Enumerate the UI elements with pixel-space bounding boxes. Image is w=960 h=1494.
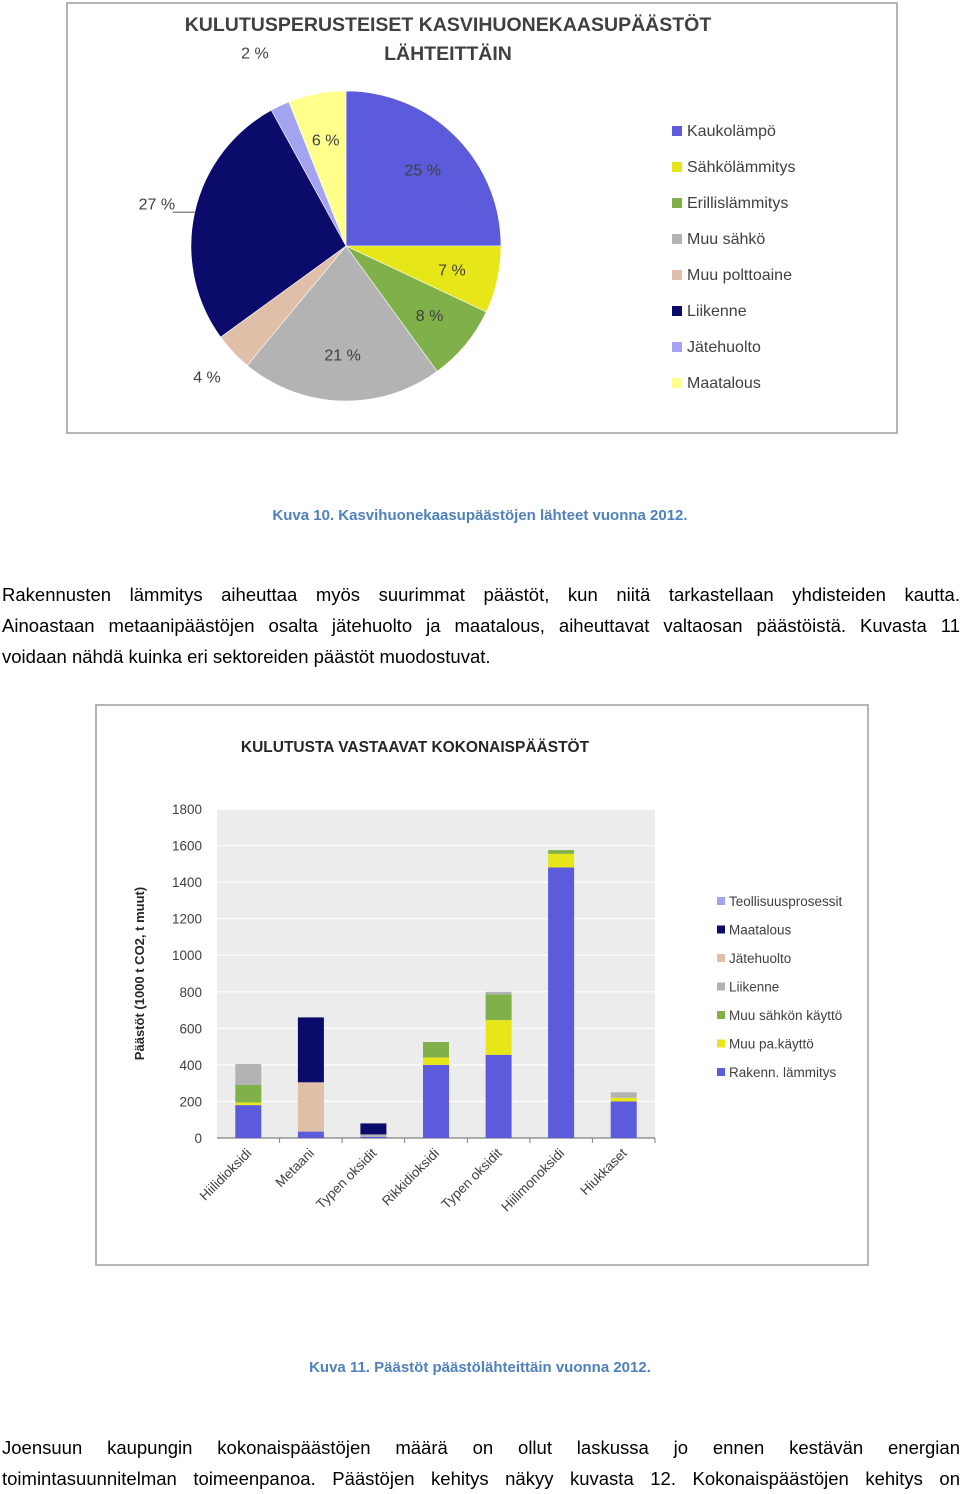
pie-legend-swatch-1 bbox=[672, 126, 682, 136]
x-tick-label-4: Rikkidioksidi bbox=[378, 1145, 443, 1209]
bar-chart bbox=[97, 706, 871, 1268]
bar-legend-swatch-4 bbox=[717, 983, 725, 991]
pie-legend-swatch-7 bbox=[672, 342, 682, 352]
bar-5-rakenn-l-mmitys bbox=[486, 1055, 512, 1138]
x-tick-label-7: Hiukkaset bbox=[577, 1145, 630, 1199]
pie-title-line-1: KULUTUSPERUSTEISET KASVIHUONEKAASUPÄÄSTÖT bbox=[184, 14, 712, 36]
pie-legend-label-3: Erillislämmitys bbox=[687, 195, 789, 212]
pie-legend-label-4: Muu sähkö bbox=[687, 231, 766, 248]
pie-slice-label-3: 8 % bbox=[415, 308, 444, 326]
pie-legend-label-1: Kaukolämpö bbox=[687, 123, 776, 140]
y-axis-label: Päästöt (1000 t CO2, t muut) bbox=[132, 886, 147, 1061]
pie-legend-swatch-2 bbox=[672, 162, 682, 172]
pie-slice-label-2: 7 % bbox=[438, 262, 466, 280]
pie-legend-label-5: Muu polttoaine bbox=[687, 267, 792, 284]
pie-chart-frame bbox=[66, 2, 898, 434]
bar-2-rakenn-l-mmitys bbox=[298, 1132, 324, 1138]
bar-6-rakenn-l-mmitys bbox=[548, 868, 574, 1139]
paragraph-1-line-2: Ainoastaan metaanipäästöjen osalta jätehuolto ja maatalous, aiheuttavat valtaosan päästöistä. Kuvasta 11 bbox=[2, 615, 960, 636]
paragraph-1-line-1: Rakennusten lämmitys aiheuttaa myös suurimmat päästöt, kun niitä tarkastellaan yhdisteiden kautta. bbox=[2, 584, 960, 605]
pie-chart bbox=[68, 4, 900, 436]
pie-legend-swatch-3 bbox=[672, 198, 682, 208]
bar-legend-label-1: Teollisuusprosessit bbox=[729, 894, 843, 909]
paragraph-2-line-2: toimintasuunnitelman toimeenpanoa. Päästöjen kehitys näkyy kuvasta 12. Kokonaispäästöjen kehitys on bbox=[2, 1468, 960, 1489]
pie-slice-label-4: 21 % bbox=[324, 347, 361, 365]
pie-slice-label-6: 27 % bbox=[138, 196, 176, 214]
y-tick-label-600: 600 bbox=[179, 1021, 202, 1037]
bar-legend-label-2: Maatalous bbox=[729, 922, 792, 938]
pie-title-line-2: LÄHTEITTÄIN bbox=[384, 43, 512, 65]
y-tick-label-0: 0 bbox=[194, 1131, 202, 1146]
bar-legend-label-5: Muu sähkön käyttö bbox=[729, 1008, 843, 1023]
bar-title: KULUTUSTA VASTAAVAT KOKONAISPÄÄSTÖT bbox=[240, 739, 590, 756]
bar-2-j-tehuolto bbox=[298, 1082, 324, 1131]
bar-legend-label-4: Liikenne bbox=[729, 979, 780, 995]
bar-legend-swatch-3 bbox=[717, 954, 725, 962]
bar-5-muu-pa-k-ytt- bbox=[486, 1020, 512, 1055]
bar-4-muu-s-hk-n-k-ytt- bbox=[423, 1042, 449, 1058]
pie-legend-label-2: Sähkölämmitys bbox=[687, 159, 796, 176]
bar-6-muu-pa-k-ytt- bbox=[548, 854, 574, 868]
paragraph-2-line-1: Joensuun kaupungin kokonaispäästöjen määrä on ollut laskussa jo ennen kestävän energian bbox=[2, 1437, 960, 1458]
bar-1-liikenne bbox=[235, 1064, 261, 1085]
bar-4-muu-pa-k-ytt- bbox=[423, 1058, 449, 1065]
bar-3-liikenne bbox=[360, 1134, 386, 1137]
paragraph-2 bbox=[2, 1432, 960, 1494]
pie-legend-swatch-5 bbox=[672, 270, 682, 280]
bar-7-muu-pa-k-ytt- bbox=[611, 1098, 637, 1102]
pie-legend-swatch-6 bbox=[672, 306, 682, 316]
x-tick-label-3: Typen oksidit bbox=[313, 1145, 380, 1212]
bar-3-maatalous bbox=[360, 1123, 386, 1134]
bar-legend-swatch-2 bbox=[717, 926, 725, 934]
bar-legend-swatch-6 bbox=[717, 1040, 725, 1048]
pie-slice-label-7: 2 % bbox=[241, 45, 269, 63]
y-tick-label-200: 200 bbox=[179, 1094, 202, 1110]
bar-legend-label-3: Jätehuolto bbox=[729, 951, 792, 966]
x-tick-label-1: Hiilidioksidi bbox=[196, 1145, 255, 1204]
bar-6-muu-s-hk-n-k-ytt- bbox=[548, 850, 574, 854]
bar-legend-swatch-1 bbox=[717, 897, 725, 905]
paragraph-1-line-3: voidaan nähdä kuinka eri sektoreiden päästöt muodostuvat. bbox=[2, 646, 491, 667]
bar-5-liikenne bbox=[486, 992, 512, 995]
y-tick-label-1000: 1000 bbox=[171, 948, 202, 964]
pie-slice-label-5: 4 % bbox=[193, 369, 221, 387]
y-tick-label-400: 400 bbox=[179, 1057, 202, 1073]
pie-legend-label-8: Maatalous bbox=[687, 375, 761, 392]
bar-1-muu-pa-k-ytt- bbox=[235, 1102, 261, 1105]
pie-legend-swatch-4 bbox=[672, 234, 682, 244]
y-tick-label-1800: 1800 bbox=[171, 802, 202, 817]
paragraph-1 bbox=[2, 579, 960, 672]
figure-11-caption: Kuva 11. Päästöt päästölähteittäin vuonna 2012. bbox=[309, 1359, 651, 1376]
y-tick-label-1400: 1400 bbox=[171, 875, 202, 891]
y-tick-label-1600: 1600 bbox=[171, 838, 202, 854]
x-tick-label-5: Typen oksidit bbox=[438, 1145, 505, 1212]
bar-legend-label-7: Rakenn. lämmitys bbox=[729, 1065, 837, 1080]
pie-legend-swatch-8 bbox=[672, 378, 682, 388]
bar-4-rakenn-l-mmitys bbox=[423, 1065, 449, 1138]
pie-legend-label-7: Jätehuolto bbox=[687, 339, 761, 356]
bar-1-rakenn-l-mmitys bbox=[235, 1105, 261, 1138]
bar-1-muu-s-hk-n-k-ytt- bbox=[235, 1085, 261, 1102]
bar-legend-label-6: Muu pa.käyttö bbox=[729, 1036, 814, 1052]
bar-3-rakenn-l-mmitys bbox=[360, 1137, 386, 1138]
bar-2-maatalous bbox=[298, 1017, 324, 1082]
bar-legend-swatch-5 bbox=[717, 1011, 725, 1019]
figure-10-caption: Kuva 10. Kasvihuonekaasupäästöjen lähteet vuonna 2012. bbox=[272, 507, 688, 524]
x-tick-label-6: Hiilimonoksidi bbox=[498, 1145, 568, 1215]
y-tick-label-1200: 1200 bbox=[171, 911, 202, 927]
bar-legend-swatch-7 bbox=[717, 1068, 725, 1076]
bar-chart-frame bbox=[95, 704, 869, 1266]
pie-slice-label-8: 6 % bbox=[311, 132, 340, 150]
bar-7-rakenn-l-mmitys bbox=[611, 1101, 637, 1138]
bar-5-muu-s-hk-n-k-ytt- bbox=[486, 995, 512, 1021]
x-tick-label-2: Metaani bbox=[272, 1145, 318, 1191]
pie-slice-label-1: 25 % bbox=[404, 162, 441, 180]
pie-legend-label-6: Liikenne bbox=[687, 303, 747, 320]
y-tick-label-800: 800 bbox=[179, 984, 202, 1000]
bar-7-liikenne bbox=[611, 1092, 637, 1098]
